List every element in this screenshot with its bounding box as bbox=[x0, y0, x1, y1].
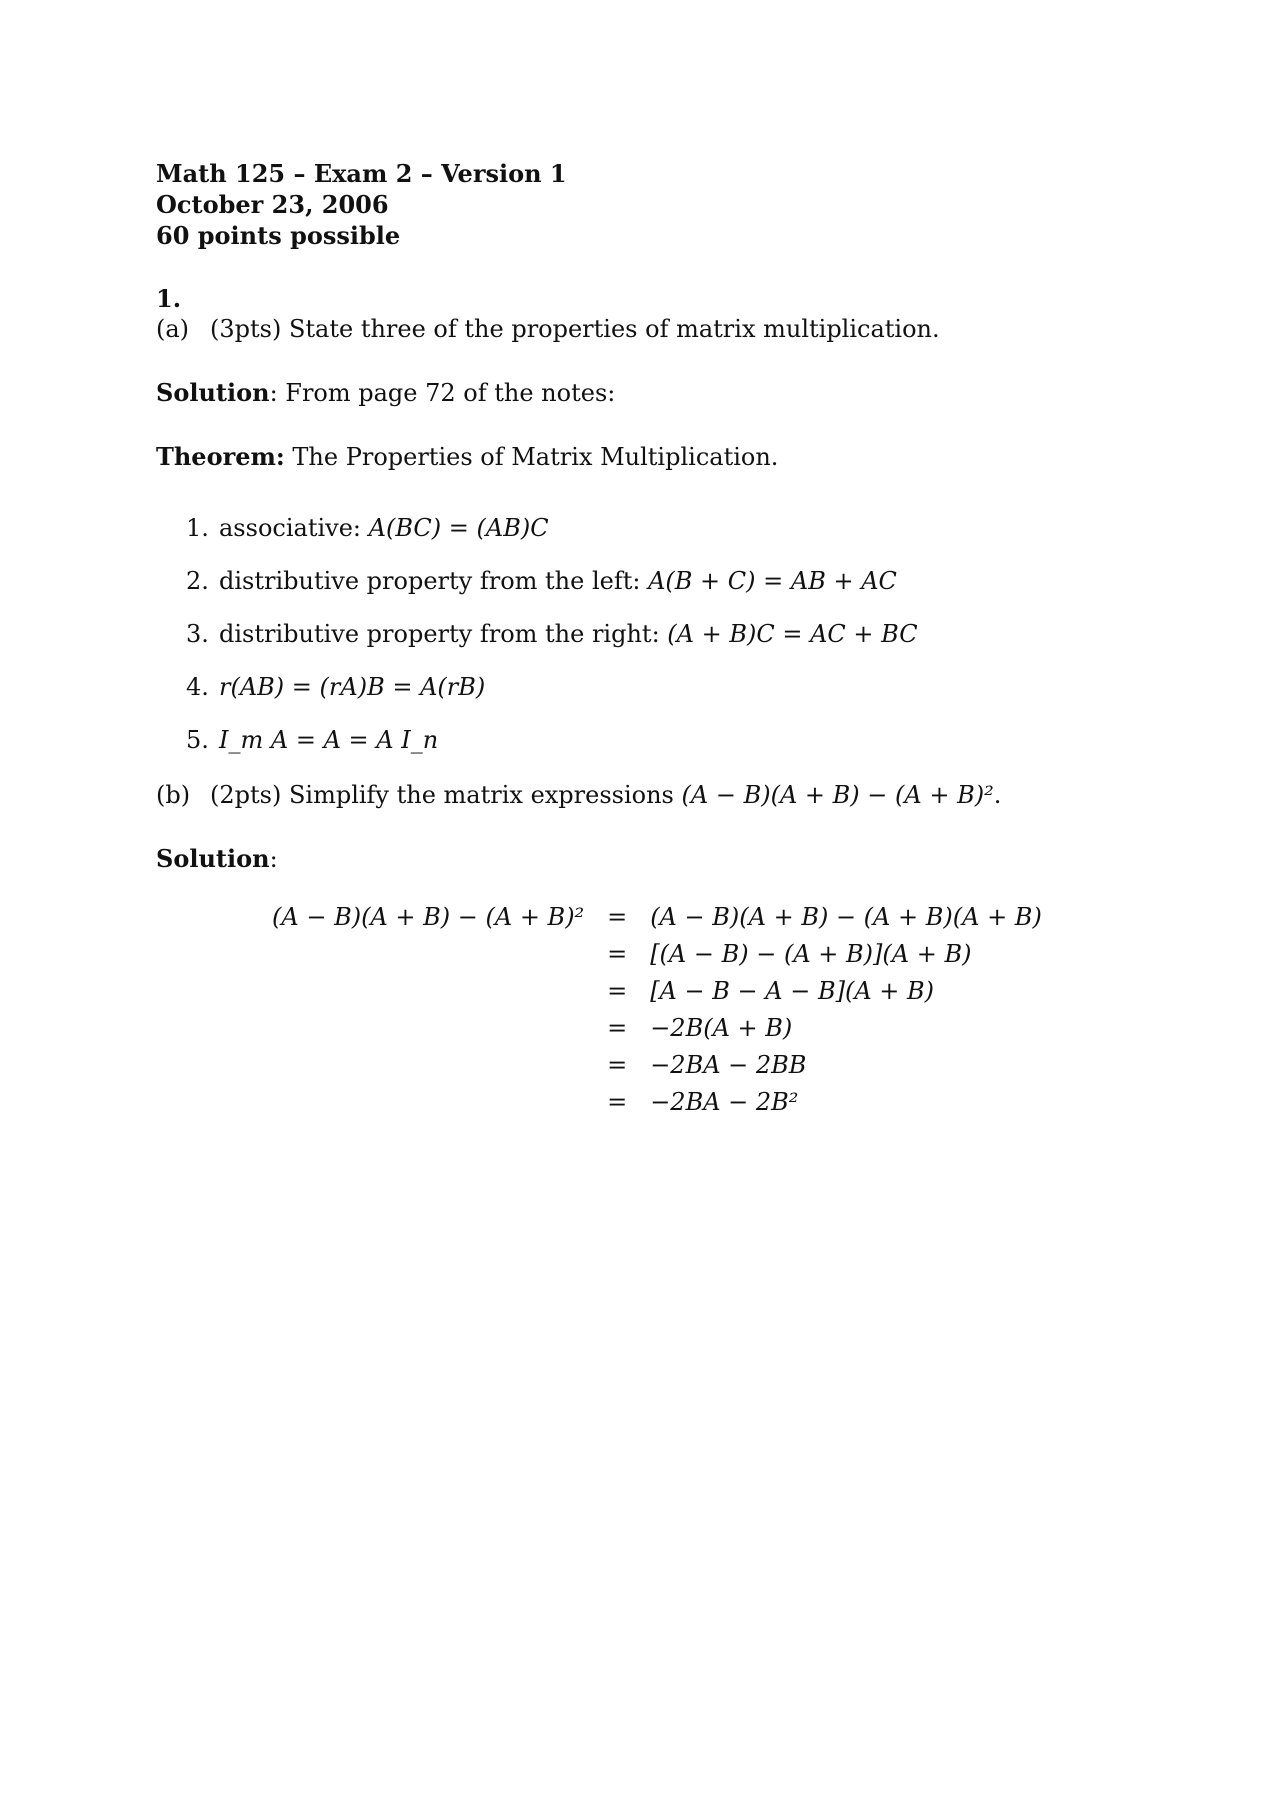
property-label: distributive property from the right: bbox=[219, 620, 668, 648]
equals-sign: = bbox=[607, 1014, 628, 1042]
empty-cell bbox=[272, 936, 602, 973]
exam-document bbox=[156, 158, 1076, 1121]
property-item bbox=[186, 619, 1076, 650]
empty-cell bbox=[272, 1010, 602, 1047]
part-b-expression: (A − B)(A + B) − (A + B)² bbox=[681, 781, 994, 809]
solution-label: Solution bbox=[156, 844, 270, 873]
property-item bbox=[186, 513, 1076, 544]
derivation-row bbox=[272, 973, 1042, 1010]
exam-points: 60 points possible bbox=[156, 221, 401, 250]
theorem-text: The Properties of Matrix Multiplication. bbox=[284, 443, 779, 471]
property-math: A(BC) = (AB)C bbox=[368, 514, 549, 542]
equals-sign: = bbox=[607, 977, 628, 1005]
property-number: 2. bbox=[186, 567, 209, 595]
derivation-step: [A − B − A − B](A + B) bbox=[650, 977, 935, 1005]
theorem bbox=[156, 441, 1076, 473]
part-a-question bbox=[156, 314, 1076, 345]
part-b-solution bbox=[156, 843, 1076, 875]
empty-cell bbox=[272, 973, 602, 1010]
property-item bbox=[186, 672, 1076, 703]
part-a-solution bbox=[156, 377, 1076, 409]
derivation-row bbox=[272, 1084, 1042, 1121]
derivation-step: −2BA − 2BB bbox=[650, 1051, 807, 1079]
properties-list bbox=[186, 513, 1076, 756]
exam-title: Math 125 – Exam 2 – Version 1 bbox=[156, 159, 567, 188]
equals-sign: = bbox=[607, 903, 628, 931]
part-b-question bbox=[156, 780, 1076, 811]
derivation-row bbox=[272, 1010, 1042, 1047]
property-number: 1. bbox=[186, 514, 209, 542]
empty-cell bbox=[272, 1084, 602, 1121]
equals-sign: = bbox=[607, 940, 628, 968]
derivation-row bbox=[272, 899, 1042, 936]
property-item bbox=[186, 725, 1076, 756]
part-a-text: (3pts) State three of the properties of matrix multiplication. bbox=[210, 315, 940, 343]
derivation-step: (A − B)(A + B) − (A + B)(A + B) bbox=[650, 903, 1042, 931]
solution-label: Solution bbox=[156, 378, 270, 407]
property-math: (A + B)C = AC + BC bbox=[667, 620, 918, 648]
part-a-tag: (a) bbox=[156, 315, 190, 343]
derivation-step: −2B(A + B) bbox=[650, 1014, 793, 1042]
property-math: r(AB) = (rA)B = A(rB) bbox=[219, 673, 486, 701]
equals-sign: = bbox=[607, 1088, 628, 1116]
property-item bbox=[186, 566, 1076, 597]
empty-cell bbox=[272, 1047, 602, 1084]
equals-sign: = bbox=[607, 1051, 628, 1079]
property-label: associative: bbox=[219, 514, 369, 542]
solution-colon: : bbox=[269, 845, 278, 873]
exam-header bbox=[156, 158, 1076, 251]
derivation-step: −2BA − 2B² bbox=[650, 1088, 799, 1116]
property-math: I_m A = A = A I_n bbox=[219, 726, 439, 754]
part-b-text: (2pts) Simplify the matrix expressions bbox=[210, 781, 682, 809]
problem-number: 1. bbox=[156, 284, 182, 313]
theorem-label: Theorem: bbox=[156, 442, 285, 471]
exam-date: October 23, 2006 bbox=[156, 190, 389, 219]
property-number: 4. bbox=[186, 673, 209, 701]
derivation-row bbox=[272, 936, 1042, 973]
derivation-table bbox=[272, 899, 1042, 1121]
property-number: 3. bbox=[186, 620, 209, 648]
part-b-suffix: . bbox=[993, 781, 1002, 809]
part-b-tag: (b) bbox=[156, 781, 191, 809]
derivation-lhs: (A − B)(A + B) − (A + B)² bbox=[272, 903, 585, 931]
solution-text: : From page 72 of the notes: bbox=[269, 379, 616, 407]
derivation-step: [(A − B) − (A + B)](A + B) bbox=[650, 940, 972, 968]
derivation-row bbox=[272, 1047, 1042, 1084]
property-math: A(B + C) = AB + AC bbox=[648, 567, 897, 595]
property-number: 5. bbox=[186, 726, 209, 754]
property-label: distributive property from the left: bbox=[219, 567, 649, 595]
